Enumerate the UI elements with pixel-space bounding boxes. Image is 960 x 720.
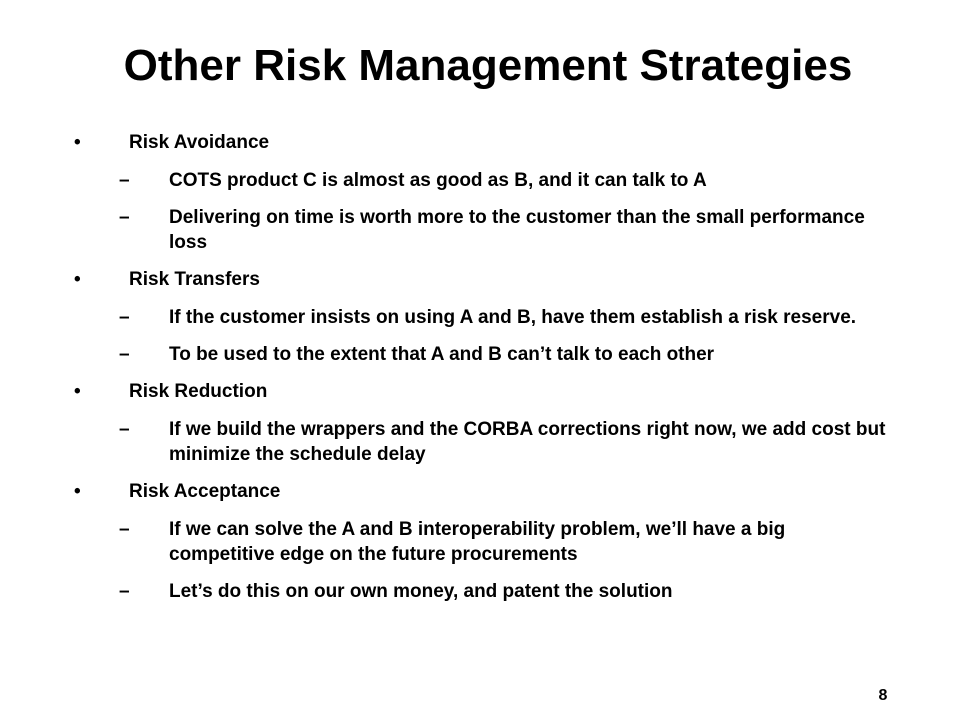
dash-icon: – xyxy=(119,344,130,365)
slide-content xyxy=(0,130,960,616)
dash-icon: – xyxy=(119,419,130,440)
sub-item-text: If we build the wrappers and the CORBA corrections right now, we add cost but minimize the schedule delay xyxy=(169,419,886,465)
sub-item-text: If we can solve the A and B interoperability problem, we’ll have a big competitive edge on the future procurements xyxy=(169,519,786,565)
sub-item xyxy=(0,517,891,567)
dash-icon: – xyxy=(119,307,130,328)
sub-item-text: COTS product C is almost as good as B, and it can talk to A xyxy=(169,170,707,191)
page-number: 8 xyxy=(878,687,888,704)
section-heading-label: Risk Transfers xyxy=(129,269,260,290)
section-heading-label: Risk Reduction xyxy=(129,381,268,402)
sub-item xyxy=(0,342,891,367)
bullet-icon: • xyxy=(74,269,81,290)
dash-icon: – xyxy=(119,170,130,191)
sub-item-text: Delivering on time is worth more to the customer than the small performance loss xyxy=(169,207,865,253)
bullet-icon: • xyxy=(74,381,81,402)
section-heading-label: Risk Acceptance xyxy=(129,481,281,502)
dash-icon: – xyxy=(119,581,130,602)
section-heading-risk-avoidance xyxy=(0,130,960,155)
section-heading-risk-acceptance xyxy=(0,479,960,504)
sub-item xyxy=(0,579,891,604)
dash-icon: – xyxy=(119,207,130,228)
bullet-icon: • xyxy=(74,481,81,502)
section-heading-label: Risk Avoidance xyxy=(129,132,270,153)
sub-item xyxy=(0,305,891,330)
sub-item xyxy=(0,168,891,193)
sub-item xyxy=(0,205,891,255)
sub-item-text: Let’s do this on our own money, and patent the solution xyxy=(169,581,673,602)
sub-item-text: To be used to the extent that A and B can’t talk to each other xyxy=(169,344,715,365)
bullet-icon: • xyxy=(74,132,81,153)
sub-item xyxy=(0,417,891,467)
section-heading-risk-reduction xyxy=(0,379,960,404)
sub-item-text: If the customer insists on using A and B, have them establish a risk reserve. xyxy=(169,307,857,328)
section-heading-risk-transfers xyxy=(0,267,960,292)
dash-icon: – xyxy=(119,519,130,540)
slide-title: Other Risk Management Strategies xyxy=(123,41,853,90)
